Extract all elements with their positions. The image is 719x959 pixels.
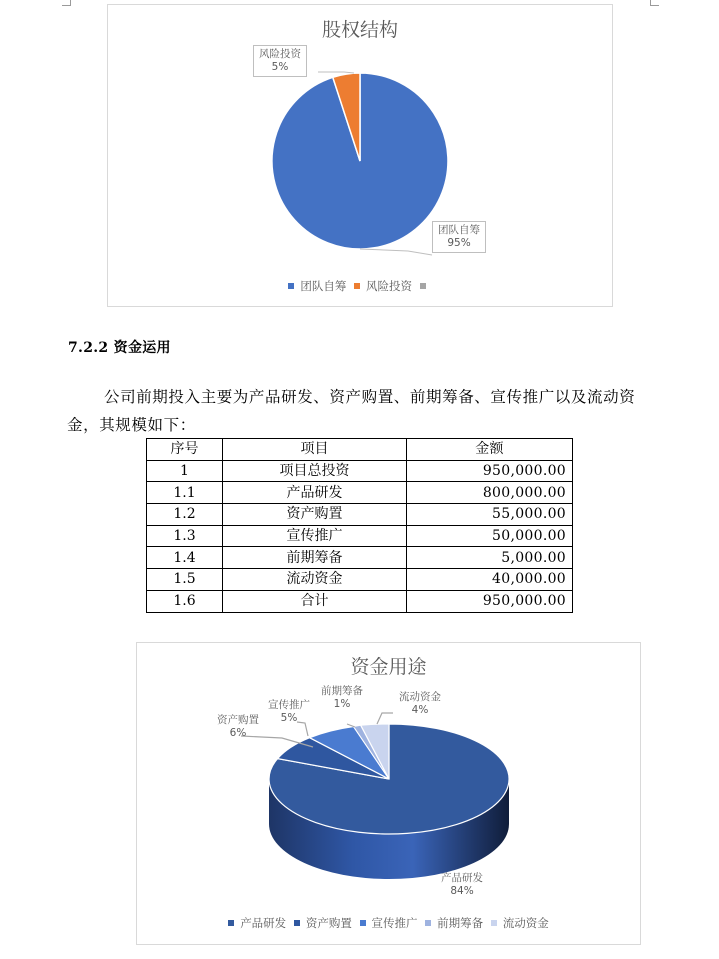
cell-amount: 40,000.00 [407, 569, 573, 591]
chart-title: 股权结构 [321, 19, 398, 41]
cell-index: 1 [147, 460, 223, 482]
table-row [147, 504, 573, 526]
cell-item: 流动资金 [223, 569, 407, 591]
cell-amount: 950,000.00 [407, 460, 573, 482]
square-icon [360, 920, 366, 926]
legend-item-cash: 流动资金 [491, 915, 549, 931]
data-label-vc: 风险投资 5% [253, 45, 307, 77]
cell-item: 项目总投资 [223, 460, 407, 482]
square-icon [420, 283, 426, 289]
data-label-rd: 产品研发 84% [441, 872, 483, 897]
equity-structure-chart[interactable] [107, 4, 613, 307]
page-corner-mark-right [650, 0, 659, 6]
cell-index: 1.5 [147, 569, 223, 591]
chart-legend [137, 915, 640, 931]
cell-index: 1.2 [147, 504, 223, 526]
usage-pie-graphic [137, 643, 642, 946]
leader-line-cash [377, 713, 393, 724]
legend-item-promo: 宣传推广 [360, 915, 418, 931]
table-row [147, 590, 573, 612]
square-icon [491, 920, 497, 926]
table-row [147, 569, 573, 591]
table-row [147, 525, 573, 547]
data-label-prep: 前期筹备 1% [321, 685, 363, 710]
cell-amount: 5,000.00 [407, 547, 573, 569]
chart-legend [108, 278, 612, 294]
equity-pie-graphic [108, 5, 614, 308]
cell-index: 1.3 [147, 525, 223, 547]
legend-item-rd: 产品研发 [228, 915, 286, 931]
budget-table [146, 438, 573, 613]
legend-item-vc: 风险投资 [354, 278, 412, 294]
data-label-cash: 流动资金 4% [399, 691, 441, 716]
data-label-promo: 宣传推广 5% [268, 699, 310, 724]
table-row [147, 482, 573, 504]
header-item: 项目 [223, 439, 407, 461]
leader-line-vc [318, 72, 354, 73]
legend-item-empty [420, 279, 432, 293]
fund-usage-chart[interactable] [136, 642, 641, 945]
paragraph-line-2: 金，其规模如下： [67, 416, 196, 434]
table-row [147, 547, 573, 569]
leader-line-team [360, 249, 432, 255]
cell-amount: 800,000.00 [407, 482, 573, 504]
page-corner-mark-left [62, 0, 71, 6]
square-icon [288, 283, 294, 289]
cell-amount: 50,000.00 [407, 525, 573, 547]
data-label-team: 团队自筹 95% [432, 221, 486, 253]
square-icon [354, 283, 360, 289]
chart-title: 资金用途 [350, 656, 427, 678]
cell-item: 宣传推广 [223, 525, 407, 547]
legend-item-prep: 前期筹备 [425, 915, 483, 931]
section-heading: 7.2.2 资金运用 [68, 340, 171, 356]
square-icon [425, 920, 431, 926]
cell-index: 1.1 [147, 482, 223, 504]
table-row [147, 460, 573, 482]
square-icon [228, 920, 234, 926]
header-amount: 金额 [407, 439, 573, 461]
cell-item: 资产购置 [223, 504, 407, 526]
header-index: 序号 [147, 439, 223, 461]
cell-item: 产品研发 [223, 482, 407, 504]
data-label-asset: 资产购置 6% [217, 714, 259, 739]
cell-amount: 950,000.00 [407, 590, 573, 612]
cell-item: 合计 [223, 590, 407, 612]
square-icon [294, 920, 300, 926]
cell-amount: 55,000.00 [407, 504, 573, 526]
cell-item: 前期筹备 [223, 547, 407, 569]
legend-item-asset: 资产购置 [294, 915, 352, 931]
cell-index: 1.6 [147, 590, 223, 612]
cell-index: 1.4 [147, 547, 223, 569]
legend-item-team: 团队自筹 [288, 278, 346, 294]
table-header-row [147, 439, 573, 461]
paragraph-line-1: 公司前期投入主要为产品研发、资产购置、前期筹备、宣传推广以及流动资 [104, 388, 636, 406]
